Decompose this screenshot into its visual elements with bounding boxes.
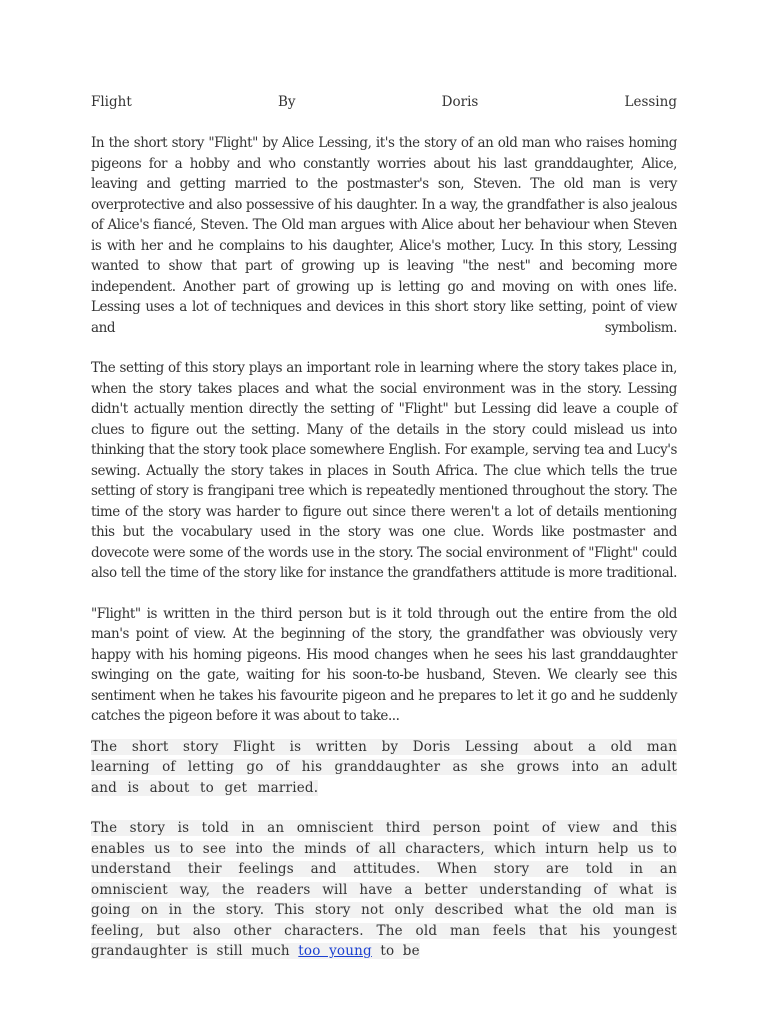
- paragraph-point-of-view: "Flight" is written in the third person but is it told through out the entire from the old man's point of view. At the beginning of the story, the grandfather was obviously very happy with his homing pigeons. His mood changes when he sees his last granddaughter swinging on the gate, waiting for his soon-to-be husband, Steven. We clearly see this sentiment when he takes his favourite pigeon and he prepares to let it go and he suddenly catches the pigeon before it was about to take...: [91, 605, 677, 724]
- paragraph-omniscient-body: The story is told in an omniscient third person point of view and this enables us to see into the minds of all characters, which inturn help us to understand their feelings and attitudes. When story are told in an omniscient way, the readers will have a better understanding of what is going on in the story. This story not only described what the old man is feeling, but also other characters. The old man feels that his youngest grandaughter is still much: [91, 820, 677, 959]
- title-word-flight: Flight: [91, 94, 132, 110]
- paragraph-omniscient-text: [91, 820, 677, 959]
- paragraph-omniscient-tail: to be: [371, 943, 420, 959]
- paragraph-setting: The setting of this story plays an important role in learning where the story takes place in, when the story takes places and what the social environment was in the story. Lessing didn't actually mention directly the setting of "Flight" but Lessing did leave a couple of clues to figure out the setting. Many of the details in the story could mislead us into thinking that the story took place somewhere English. For example, serving tea and Lucy's sewing. Actually the story takes in places in South Africa. The clue which tells the true setting of story is frangipani tree which is repeatedly mentioned throughout the story. The time of the story was harder to figure out since there weren't a lot of details mentioning this but the vocabulary used in the story was one clue. Words like postmaster and dovecote were some of the words use in the story. The social environment of "Flight" could also tell the time of the story like for instance the grandfathers attitude is more traditional.: [91, 360, 677, 581]
- document-title: [91, 91, 677, 113]
- paragraph-summary-text: The short story Flight is written by Doris Lessing about a old man learning of letting go of his granddaughter as she grows into an adult and is about to get married.: [91, 738, 677, 796]
- title-word-lessing: Lessing: [624, 94, 677, 110]
- document-page: [91, 91, 677, 982]
- paragraph-summary: [91, 737, 677, 799]
- paragraph-intro: In the short story "Flight" by Alice Lessing, it's the story of an old man who raises homing pigeons for a hobby and who constantly worries about his last granddaughter, Alice, leaving and getting married to the postmaster's son, Steven. The old man is very overprotective and also possessive of his daughter. In a way, the grandfather is also jealous of Alice's fiancé, Steven. The Old man argues with Alice about her behaviour when Steven is with her and he complains to his daughter, Alice's mother, Lucy. In this story, Lessing wanted to show that part of growing up is leaving "the nest" and becoming more independent. Another part of growing up is letting go and moving on with ones life. Lessing uses a lot of techniques and devices in this short story like setting, point of view and symbolism.: [91, 135, 677, 336]
- title-word-doris: Doris: [441, 94, 479, 110]
- title-word-by: By: [277, 94, 296, 110]
- too-young-link[interactable]: too young: [298, 943, 372, 959]
- paragraph-omniscient: [91, 818, 677, 962]
